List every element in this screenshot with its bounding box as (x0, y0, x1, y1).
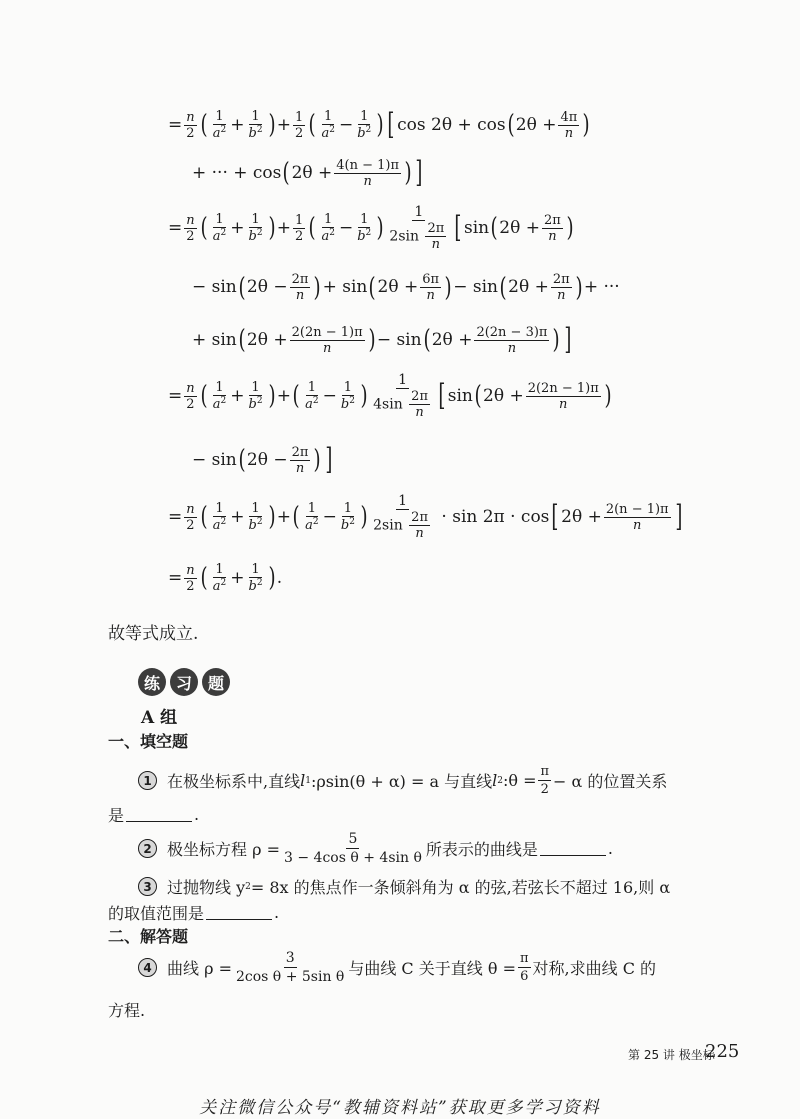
question-1-line-2: 是 . (108, 805, 200, 825)
question-3: 3 过抛物线 y 2 = 8x 的焦点作一条倾斜角为 α 的弦,若弦长不超过 16,则 α (108, 875, 670, 898)
derivation-line-1: = $\frac{n}{2}$ ( $\frac{1}{a^2}$ + $\frac{1}{b^2}$ ) + $\frac{1}{2}$ ( $\frac{1}{a^2}$ − $\frac{1}{b^2}$ ) [ cos 2θ + cos ( 2θ + $\frac{4\pi}{n}$ ) (168, 107, 590, 142)
derivation-line-8: = $\frac{n}{2}$ ( $\frac{1}{a^2}$ + $\frac{1}{b^2}$ ) + ( $\frac{1}{a^2}$ − $\frac{1}{b^2}$ ) 1 2sin $\frac{2\pi}{n}$ · sin 2π · cos [ 2θ + $\frac{2(n - 1)\pi}{n}$ ] (168, 493, 682, 541)
answer-blank[interactable] (126, 807, 192, 822)
exercise-badge (138, 668, 230, 696)
badge-char: 题 (202, 668, 230, 696)
answer-blank[interactable] (206, 905, 272, 920)
derivation-line-2: + ··· + cos ( 2θ + $\frac{4(n - 1)\pi}{n}$ ) ] (192, 155, 423, 190)
question-2: 2 极坐标方程 ρ = $\frac{5}{\text{3 − 4cos θ + 4sin θ}}$ 所表示的曲线是 . (108, 831, 613, 866)
derivation-line-7: − sin ( 2θ − $\frac{2\pi}{n}$ ) ] (192, 442, 332, 477)
question-1: 1 在极坐标系中,直线 l 1 :ρsin(θ + α) = a 与直线 l 2 :θ = $\frac{\pi}{2}$ − α 的位置关系 (108, 764, 667, 797)
section-heading-solve: 二、解答题 (108, 927, 189, 946)
group-heading: A 组 (141, 708, 178, 728)
question-number: 4 (138, 958, 157, 977)
answer-blank[interactable] (540, 841, 606, 856)
section-heading-fill: 一、填空题 (108, 732, 189, 751)
fraction-n-over-2: $\frac{n}{2}$ (186, 109, 195, 141)
question-number: 2 (138, 839, 157, 858)
question-4-line-2: 方程. (108, 1001, 146, 1020)
chapter-label: 第 25 讲 极坐标 (628, 1048, 715, 1062)
question-number: 3 (138, 877, 157, 896)
badge-char: 习 (170, 668, 198, 696)
derivation-line-3: = $\frac{n}{2}$ ( $\frac{1}{a^2}$ + $\frac{1}{b^2}$ ) + $\frac{1}{2}$ ( $\frac{1}{a^2}$ − $\frac{1}{b^2}$ ) 1 2sin $\frac{2\pi}{n}$ [ sin ( 2θ + $\frac{2\pi}{n}$ ) (168, 204, 574, 252)
badge-char: 练 (138, 668, 166, 696)
page-number: 225 (705, 1041, 740, 1062)
derivation-line-6: = $\frac{n}{2}$ ( $\frac{1}{a^2}$ + $\frac{1}{b^2}$ ) + ( $\frac{1}{a^2}$ − $\frac{1}{b^2}$ ) 1 4sin $\frac{2\pi}{n}$ [ sin ( 2θ + $\frac{2(2n - 1)\pi}{n}$ ) (168, 372, 612, 420)
derivation-line-5: + sin ( 2θ + $\frac{2(2n - 1)\pi}{n}$ ) − sin ( 2θ + $\frac{2(2n - 3)\pi}{n}$ ) ] (192, 322, 571, 357)
derivation-line-9: = $\frac{n}{2}$ ( $\frac{1}{a^2}$ + $\frac{1}{b^2}$ ) . (168, 562, 283, 594)
derivation-line-4: − sin ( 2θ − $\frac{2\pi}{n}$ ) + sin ( 2θ + $\frac{6\pi}{n}$ ) − sin ( 2θ + $\frac{2\pi}{n}$ ) + ··· (192, 272, 620, 303)
question-number: 1 (138, 771, 157, 790)
watermark-text: 关注微信公众号“教辅资料站”获取更多学习资料 (199, 1098, 601, 1118)
question-4: 4 曲线 ρ = $\frac{3}{\text{2cos θ + 5sin θ}}$ 与曲线 C 关于直线 θ = $\frac{\pi}{6}$ 对称,求曲线 C 的 (108, 950, 656, 985)
conclusion-text: 故等式成立. (108, 624, 199, 644)
question-3-line-2: 的取值范围是 . (108, 903, 280, 923)
